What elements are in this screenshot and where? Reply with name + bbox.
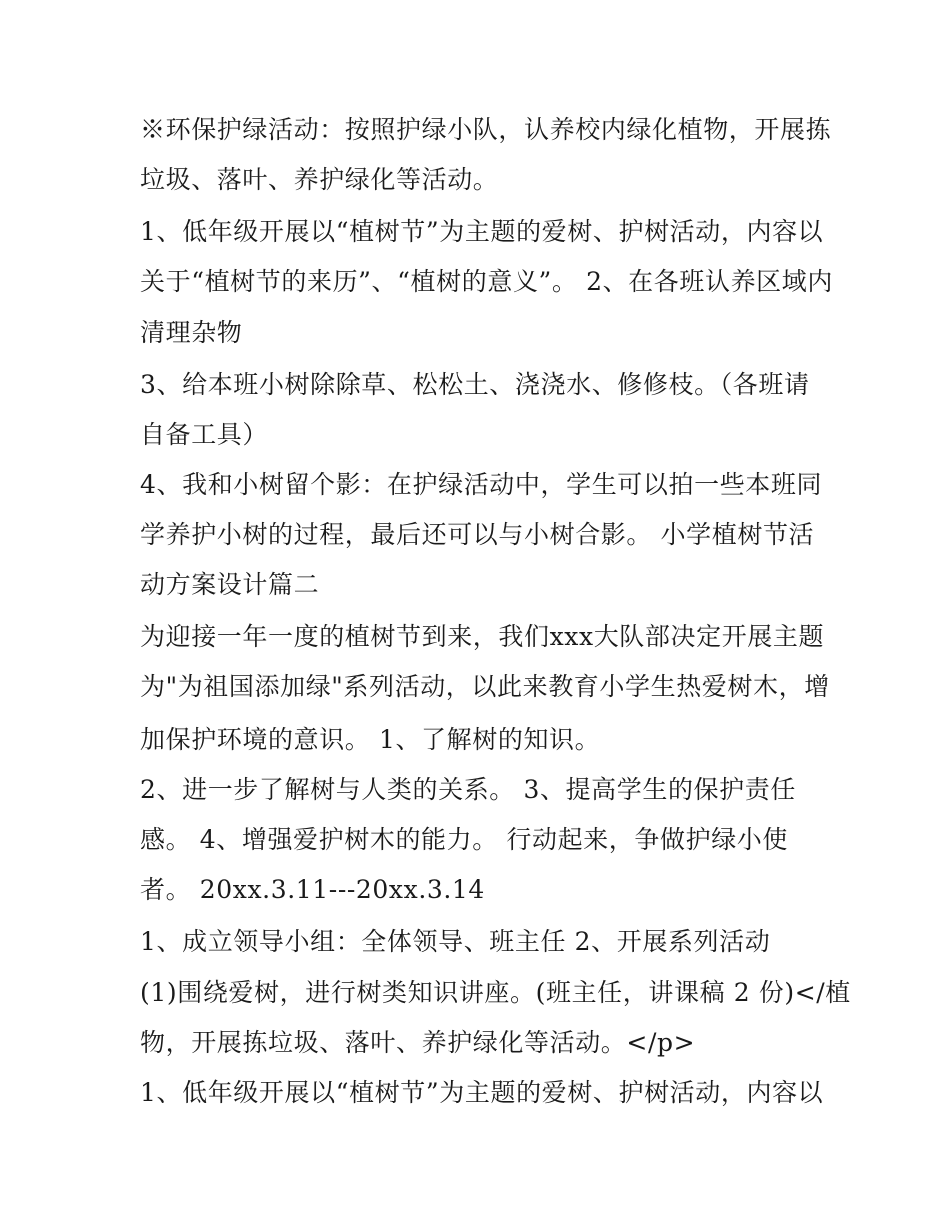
text-line: 关于“植树节的来历”、“植树的意义”。 2、在各班认养区域内 (140, 267, 833, 296)
text-line: 1、低年级开展以“植树节”为主题的爱树、护树活动，内容以 (140, 217, 824, 246)
text-line: 者。 20xx.3.11---20xx.3.14 (140, 875, 485, 904)
text-line: 为迎接一年一度的植树节到来，我们xxx大队部决定开展主题 (140, 622, 825, 651)
text-line: 物，开展拣垃圾、落叶、养护绿化等活动。</p> (140, 1028, 696, 1057)
text-line: 1、成立领导小组：全体领导、班主任 2、开展系列活动 (140, 927, 771, 956)
text-line: 感。 4、增强爱护树木的能力。 行动起来，争做护绿小使 (140, 825, 789, 854)
text-line: 加保护环境的意识。 1、了解树的知识。 (140, 725, 601, 754)
text-line: 1、低年级开展以“植树节”为主题的爱树、护树活动，内容以 (140, 1078, 824, 1107)
text-line: 动方案设计篇二 (140, 570, 320, 599)
text-line: ※环保护绿活动：按照护绿小队，认养校内绿化植物，开展拣 (140, 115, 832, 144)
text-line: 清理杂物 (140, 318, 243, 347)
text-line: 4、我和小树留个影：在护绿活动中，学生可以拍一些本班同 (140, 470, 823, 499)
text-line: 自备工具） (140, 420, 269, 449)
text-line: 为"为祖国添加绿"系列活动，以此来教育小学生热爱树木，增 (140, 672, 830, 701)
text-line: 垃圾、落叶、养护绿化等活动。 (140, 165, 499, 194)
text-line: (1)围绕爱树，进行树类知识讲座。(班主任，讲课稿 2 份)</植 (140, 978, 851, 1007)
text-line: 2、进一步了解树与人类的关系。 3、提高学生的保护责任 (140, 775, 796, 804)
text-line: 3、给本班小树除除草、松松土、浇浇水、修修枝。（各班请 (140, 370, 810, 399)
text-line: 学养护小树的过程，最后还可以与小树合影。 小学植树节活 (140, 520, 815, 549)
